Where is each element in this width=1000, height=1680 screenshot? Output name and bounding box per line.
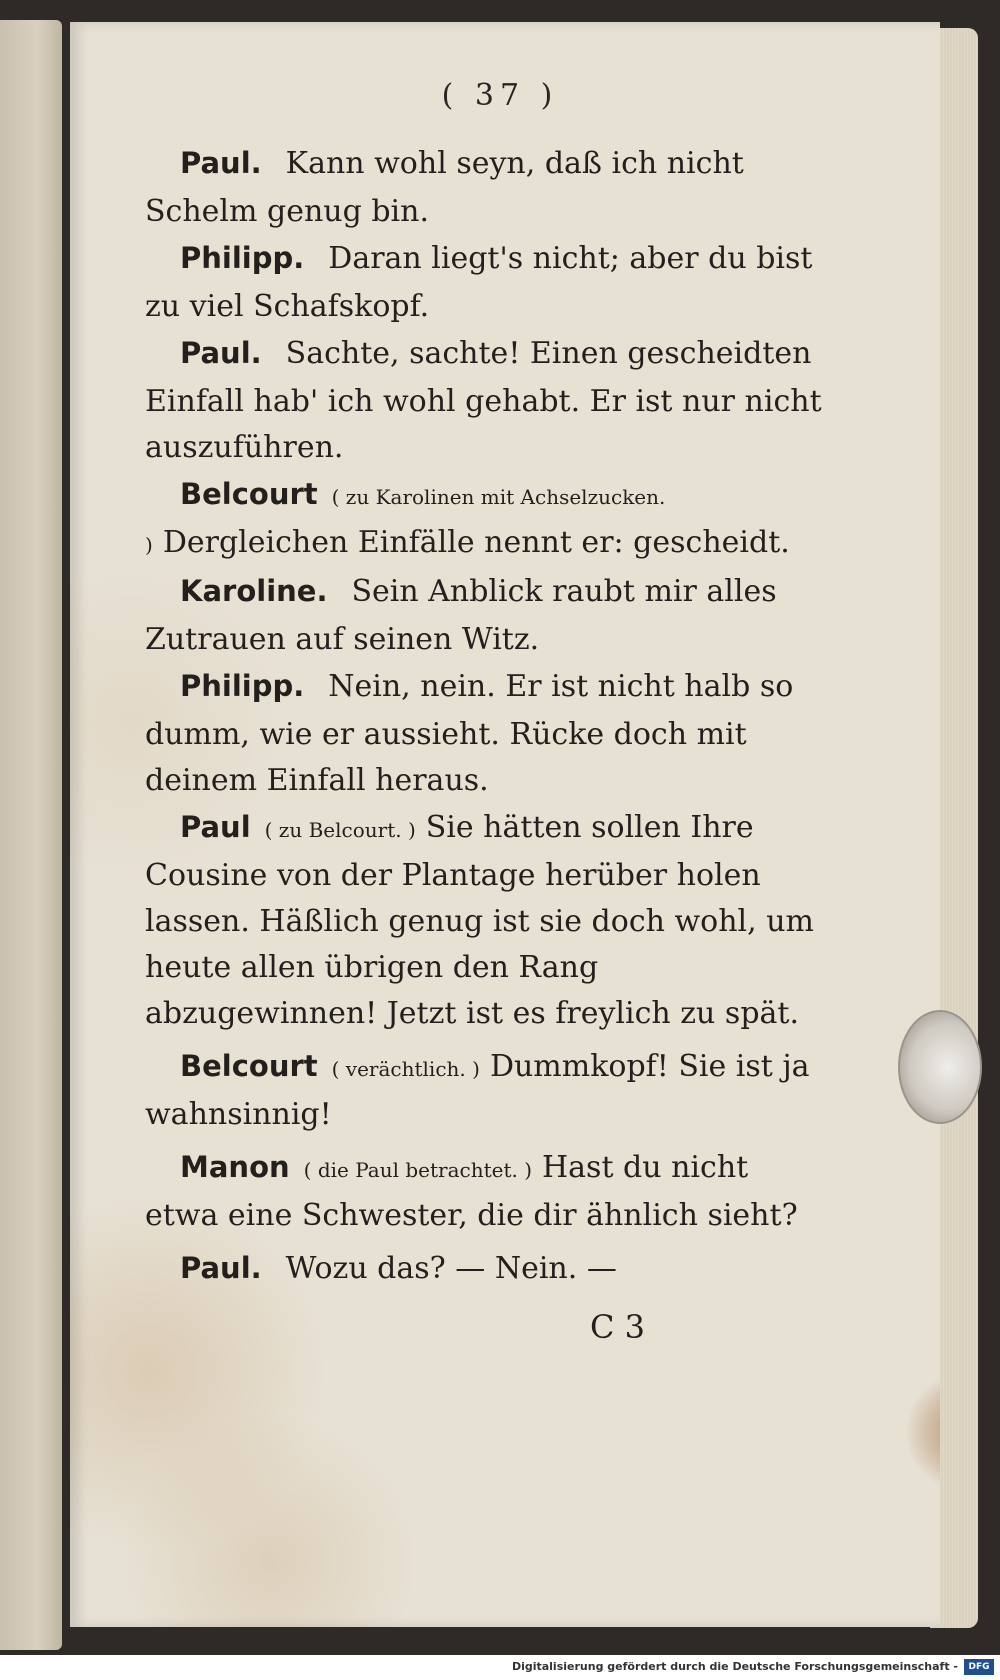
speaker-name: Paul. [180,336,262,370]
dialogue-text: Hast du nicht etwa eine Schwester, die dir ähnlich sieht? [145,1150,798,1233]
dialogue-paragraph [145,330,825,471]
stage-direction: ( die Paul betrachtet. ) [303,1158,532,1182]
dialogue-text: Sie hätten sollen Ihre Cousine von der Plantage herüber holen lassen. Häßlich genug ist sie doch wohl, um heute allen übrigen den Rang abzugewinnen! Jetzt ist es freylich zu spät. [145,810,814,1031]
left-page-edge [0,20,62,1650]
dialogue-paragraph [145,1144,825,1239]
stage-direction: ( verächtlich. ) [331,1057,480,1081]
dialogue-text: Sachte, sachte! Einen gescheidten Einfall hab' ich wohl gehabt. Er ist nur nicht auszuführen. [145,336,822,465]
speaker-name: Paul. [180,146,262,180]
dialogue-text: Daran liegt's nicht; aber du bist zu viel Schafskopf. [145,241,813,324]
dialogue-paragraph [145,663,825,804]
dialogue-paragraph [145,1245,825,1294]
dialogue-paragraph [145,568,825,663]
dialogue-paragraph [145,471,825,568]
stage-direction: ( zu Karolinen mit Achselzucken. ) [145,485,666,557]
speaker-name: Philipp. [180,669,305,703]
dialogue-text: Nein, nein. Er ist nicht halb so dumm, wie er aussieht. Rücke doch mit deinem Einfall heraus. [145,669,794,798]
dialogue-text: Wozu das? — Nein. — [285,1251,617,1286]
dialogue-paragraph [145,804,825,1037]
speaker-name: Philipp. [180,241,305,275]
dfg-logo: DFG [964,1659,994,1675]
dialogue-paragraph [145,1043,825,1138]
dialogue-paragraph [145,235,825,330]
play-text [145,140,825,1294]
dialogue-paragraph [145,140,825,235]
dialogue-text: Dergleichen Einfälle nennt er: gescheidt. [162,525,790,560]
catchword: C 3 [590,1308,646,1346]
speaker-name: Karoline. [180,574,328,608]
dialogue-text: Sein Anblick raubt mir alles Zutrauen auf seinen Witz. [145,574,777,657]
dialogue-text: Dummkopf! Sie ist ja wahnsinnig! [145,1049,810,1132]
footer-credit: Digitalisierung gefördert durch die Deutsche Forschungsgemeinschaft - [511,1660,958,1673]
dialogue-text: Kann wohl seyn, daß ich nicht Schelm genug bin. [145,146,744,229]
page-number: ( 37 ) [441,78,559,113]
speaker-name: Belcourt [180,477,318,511]
speaker-name: Manon [180,1150,290,1184]
speaker-name: Paul [180,810,251,844]
stage-direction: ( zu Belcourt. ) [264,818,416,842]
speaker-name: Belcourt [180,1049,318,1083]
page-clip [898,1010,982,1124]
speaker-name: Paul. [180,1251,262,1285]
